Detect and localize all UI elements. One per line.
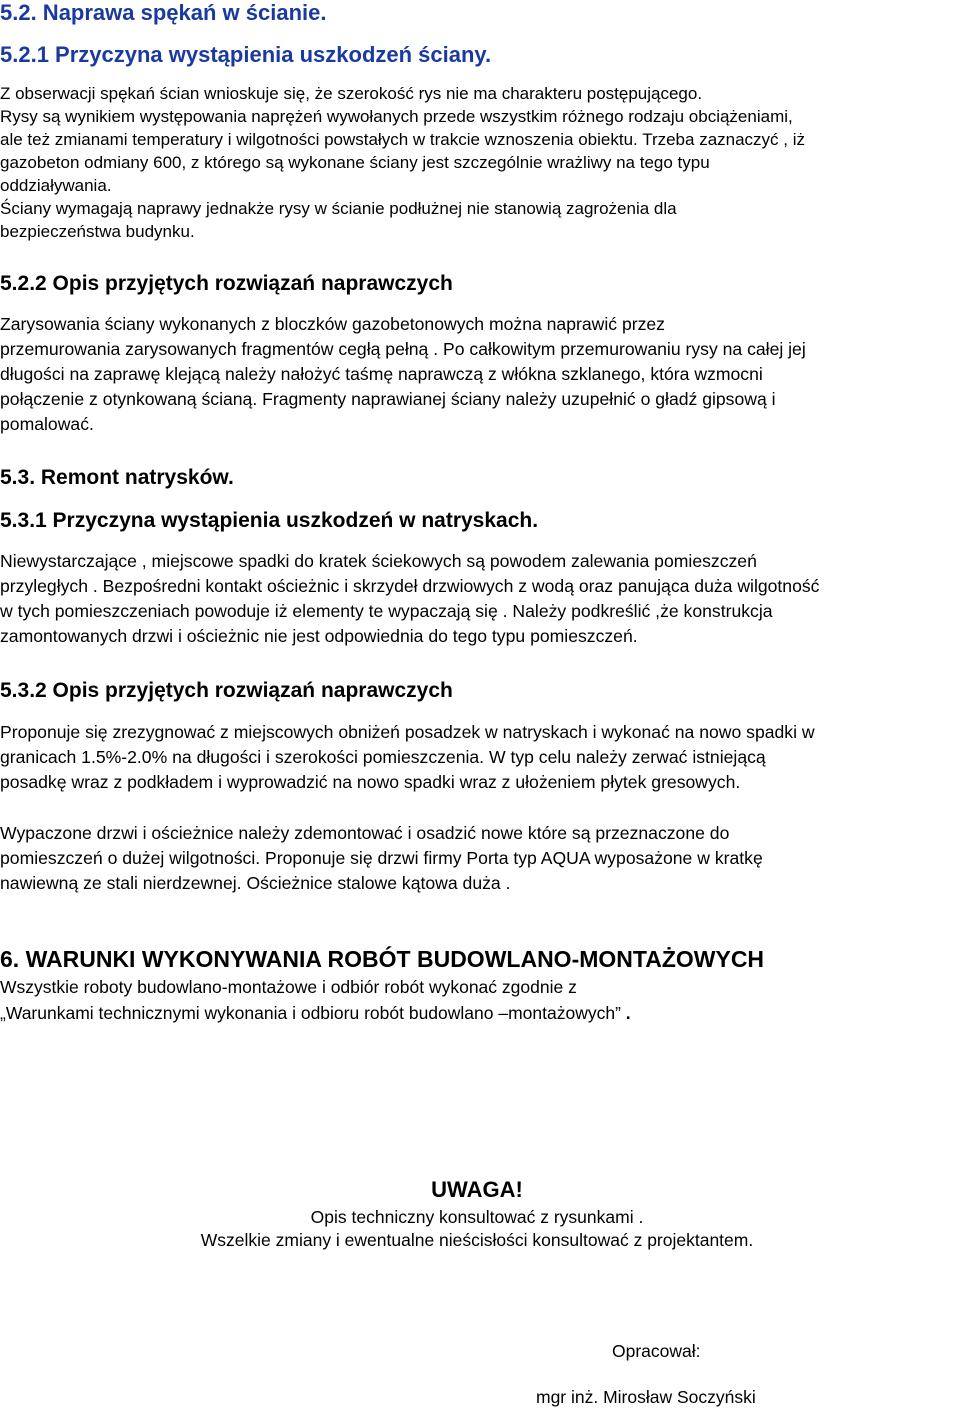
section-5-2-2-title: 5.2.2 Opis przyjętych rozwiązań naprawczych <box>0 272 453 295</box>
paragraph-line: przyległych . Bezpośredni kontakt ościeżnic i skrzydeł drzwiowych z wodą oraz panująca duża wilgotność <box>0 576 820 596</box>
section-5-2-title: 5.2. Naprawa spękań w ścianie. <box>0 0 327 25</box>
paragraph-line: nawiewną ze stali nierdzewnej. Ościeżnice stalowe kątowa duża . <box>0 873 511 893</box>
section-6-title: 6. WARUNKI WYKONYWANIA ROBÓT BUDOWLANO-MONTAŻOWYCH <box>0 946 765 972</box>
paragraph-line: pomieszczeń o dużej wilgotności. Proponuje się drzwi firmy Porta typ AQUA wyposażone w kratkę <box>0 848 763 868</box>
paragraph-line: Wypaczone drzwi i ościeżnice należy zdemontować i osadzić nowe które są przeznaczone do <box>0 823 730 843</box>
paragraph-line: Ściany wymagają naprawy jednakże rysy w ścianie podłużnej nie stanowią zagrożenia dla <box>0 199 677 218</box>
paragraph-end: . <box>620 1003 631 1023</box>
paragraph-line <box>0 1000 954 1026</box>
signature-name: mgr inż. Mirosław Soczyński <box>536 1387 756 1407</box>
paragraph-line: w tych pomieszczeniach powoduje iż elementy te wypaczają się . Należy podkreślić ,że konstrukcja <box>0 601 773 621</box>
paragraph-line: ale też zmianami temperatury i wilgotności powstałych w trakcie wznoszenia obiektu. Trzeba zaznaczyć , iż <box>0 130 806 149</box>
paragraph-line: posadkę wraz z podkładem i wyprowadzić na nowo spadki wraz z ułożeniem płytek gresowych. <box>0 772 741 792</box>
paragraph-line: pomalować. <box>0 414 94 434</box>
paragraph-line: granicach 1.5%-2.0% na długości i szerokości pomieszczenia. W typ celu należy zerwać istniejącą <box>0 747 766 767</box>
paragraph-line: Zarysowania ściany wykonanych z bloczków gazobetonowych można naprawić przez <box>0 314 665 334</box>
section-5-2-1-title: 5.2.1 Przyczyna wystąpienia uszkodzeń ściany. <box>0 42 492 67</box>
note-title: UWAGA! <box>431 1177 523 1202</box>
signature-label: Opracował: <box>612 1341 701 1361</box>
paragraph-line: oddziaływania. <box>0 176 112 195</box>
note-line-2: Wszelkie zmiany i ewentualne nieścisłości konsultować z projektantem. <box>200 1230 754 1250</box>
section-5-3-2-paragraph-2 <box>0 821 954 896</box>
section-6-paragraph <box>0 974 954 1026</box>
section-5-3-title: 5.3. Remont natrysków. <box>0 466 234 489</box>
section-5-3-1-paragraph <box>0 549 954 649</box>
section-5-2-2-paragraph <box>0 312 954 437</box>
paragraph-line: Wszystkie roboty budowlano-montażowe i odbiór robót wykonać zgodnie z <box>0 977 577 997</box>
paragraph-line: bezpieczeństwa budynku. <box>0 222 195 241</box>
section-5-3-2-title: 5.3.2 Opis przyjętych rozwiązań naprawczych <box>0 679 453 702</box>
paragraph-line: połączenie z otynkowaną ścianą. Fragmenty naprawianej ściany należy uzupełnić o gładź gipsową i <box>0 389 776 409</box>
paragraph-line: przemurowania zarysowanych fragmentów cegłą pełną . Po całkowitym przemurowaniu rysy na całej jej <box>0 339 806 359</box>
paragraph-line: Rysy są wynikiem występowania naprężeń wywołanych przede wszystkim różnego rodzaju obciążeniami, <box>0 107 793 126</box>
paragraph-line: Niewystarczające , miejscowe spadki do kratek ściekowych są powodem zalewania pomieszczeń <box>0 551 757 571</box>
paragraph-text: „Warunkami technicznymi wykonania i odbioru robót budowlano –montażowych” <box>0 1003 621 1023</box>
section-5-2-1-paragraph <box>0 82 954 243</box>
paragraph-line: Proponuje się zrezygnować z miejscowych obniżeń posadzek w natryskach i wykonać na nowo spadki w <box>0 722 815 742</box>
section-5-3-2-paragraph-1 <box>0 720 954 795</box>
paragraph-line: zamontowanych drzwi i ościeżnic nie jest odpowiednia do tego typu pomieszczeń. <box>0 626 638 646</box>
section-5-3-1-title: 5.3.1 Przyczyna wystąpienia uszkodzeń w natryskach. <box>0 509 539 532</box>
paragraph-line: gazobeton odmiany 600, z którego są wykonane ściany jest szczególnie wrażliwy na tego typu <box>0 153 710 172</box>
paragraph-line: długości na zaprawę klejącą należy nałożyć taśmę naprawczą z włókna szklanego, która wzmocni <box>0 364 763 384</box>
note-line-1: Opis techniczny konsultować z rysunkami . <box>310 1207 644 1227</box>
paragraph-line: Z obserwacji spękań ścian wnioskuje się, że szerokość rys nie ma charakteru postępującego. <box>0 84 703 103</box>
